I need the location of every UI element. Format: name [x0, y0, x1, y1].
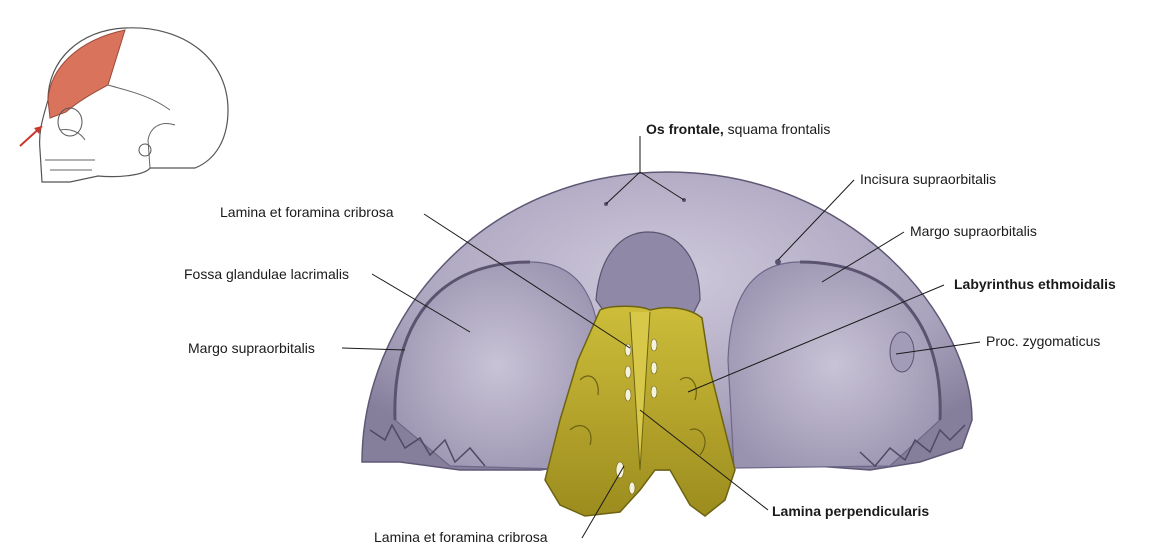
- label-lamina-cribrosa-bottom: Lamina et foramina cribrosa: [374, 529, 548, 545]
- cribrosa-foramen: [625, 366, 631, 378]
- label-os-frontale-bold: Os frontale,: [646, 121, 724, 137]
- cribrosa-foramen: [651, 386, 657, 398]
- cribrosa-foramen: [651, 339, 657, 351]
- label-incisura-supraorbitalis: Incisura supraorbitalis: [860, 171, 997, 187]
- label-fossa-glandulae-lacrimalis: Fossa glandulae lacrimalis: [184, 266, 349, 282]
- label-proc-zygomaticus: Proc. zygomaticus: [986, 333, 1101, 349]
- cribrosa-foramen: [629, 482, 635, 494]
- cribrosa-foramen: [625, 389, 631, 401]
- label-os-frontale-rest: squama frontalis: [723, 121, 831, 137]
- label-margo-supraorbitalis-left: Margo supraorbitalis: [188, 340, 315, 356]
- label-os-frontale: [646, 120, 830, 138]
- label-lamina-perpendicularis: Lamina perpendicularis: [772, 503, 930, 519]
- label-lamina-cribrosa-top: Lamina et foramina cribrosa: [220, 204, 394, 220]
- label-labyrinthus-ethmoidalis: Labyrinthus ethmoidalis: [954, 276, 1116, 292]
- skull-orientation-thumbnail: [20, 28, 228, 182]
- label-margo-supraorbitalis-right: Margo supraorbitalis: [910, 223, 1037, 239]
- cribrosa-foramen: [616, 462, 624, 478]
- cribrosa-foramen: [651, 362, 657, 374]
